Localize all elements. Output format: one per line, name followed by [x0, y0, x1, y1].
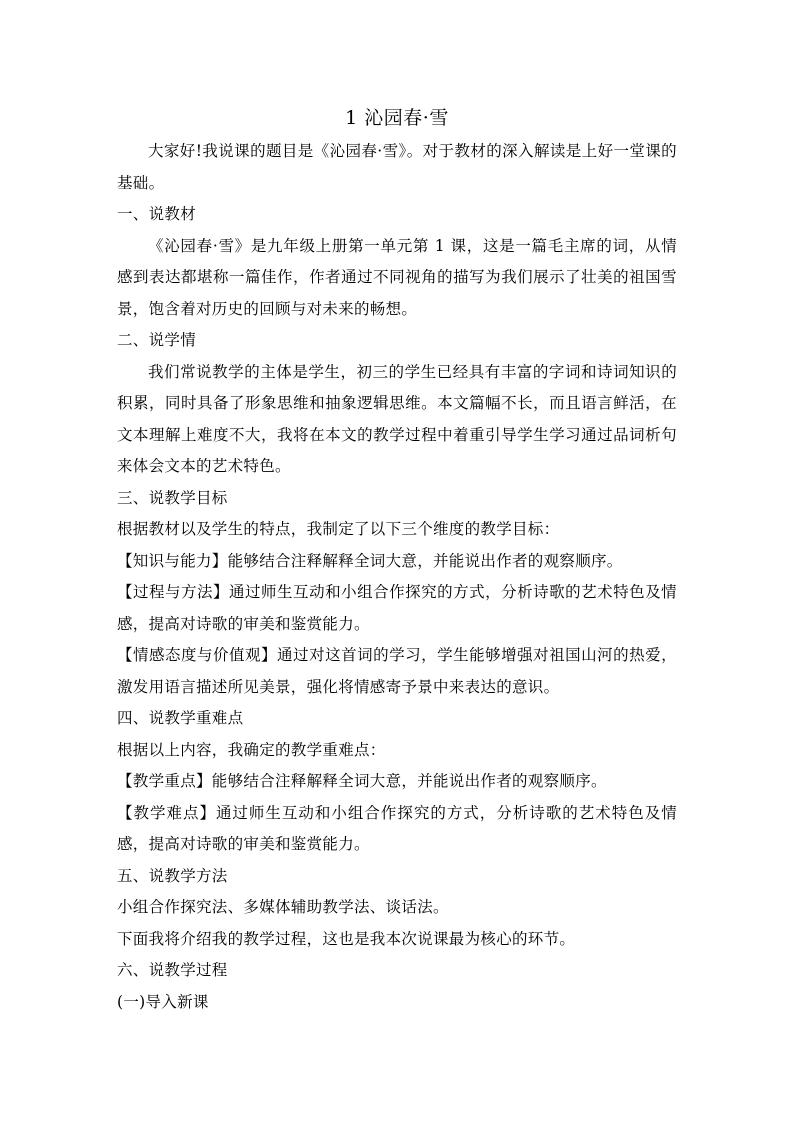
paragraph-objective-process: 【过程与方法】通过师生互动和小组合作探究的方式，分析诗歌的艺术特色及情感，提高对诗歌的审美和鉴赏能力。	[117, 583, 677, 633]
paragraph-process-intro: 下面我将介绍我的教学过程，这也是我本次说课最为核心的环节。	[117, 929, 576, 948]
paragraph-student-situation: 我们常说教学的主体是学生，初三的学生已经具有丰富的字词和诗词知识的积累，同时具备了形象思维和抽象逻辑思维。本文篇幅不长，而且语言鲜活，在文本理解上难度不大，我将在本文的教学过程中着重引导学生学习通过品词析句来体会文本的艺术特色。	[117, 362, 677, 475]
section-heading-key-difficult-points: 四、说教学重难点	[117, 709, 244, 727]
paragraph-objectives-intro: 根据教材以及学生的特点，我制定了以下三个维度的教学目标：	[117, 520, 560, 538]
paragraph-teaching-material: 《沁园春·雪》是九年级上册第一单元第 1 课，这是一篇毛主席的词，从情感到表达都堪称一篇佳作，作者通过不同视角的描写为我们展示了壮美的祖国雪景，饱含着对历史的回顾与对未来的畅想。	[117, 236, 677, 318]
paragraph-key-point: 【教学重点】能够结合注释解释全词大意，并能说出作者的观察顺序。	[117, 772, 607, 790]
section-heading-teaching-material: 一、说教材	[117, 205, 197, 223]
intro-paragraph: 大家好!我说课的题目是《沁园春·雪》。对于教材的深入解读是上好一堂课的基础。	[117, 142, 677, 192]
section-heading-student-situation: 二、说学情	[117, 331, 197, 349]
paragraph-teaching-methods: 小组合作探究法、多媒体辅助教学法、谈话法。	[117, 898, 449, 916]
section-heading-teaching-objectives: 三、说教学目标	[117, 488, 228, 507]
section-heading-teaching-process: 六、说教学过程	[117, 961, 228, 979]
paragraph-objective-knowledge: 【知识与能力】能够结合注释解释全词大意，并能说出作者的观察顺序。	[117, 551, 623, 570]
document-title: 1 沁园春·雪	[345, 107, 449, 129]
paragraph-key-points-intro: 根据以上内容，我确定的教学重难点：	[117, 740, 386, 759]
section-heading-teaching-methods: 五、说教学方法	[117, 866, 228, 885]
paragraph-objective-emotion: 【情感态度与价值观】通过对这首词的学习，学生能够增强对祖国山河的热爱，激发用语言描述所见美景，强化将情感寄予景中来表达的意识。	[117, 646, 677, 696]
subsection-heading-lead-in: (一)导入新课	[117, 992, 209, 1011]
paragraph-difficult-point: 【教学难点】通过师生互动和小组合作探究的方式，分析诗歌的艺术特色及情感，提高对诗歌的审美和鉴赏能力。	[117, 803, 677, 853]
document-page	[117, 104, 677, 1018]
